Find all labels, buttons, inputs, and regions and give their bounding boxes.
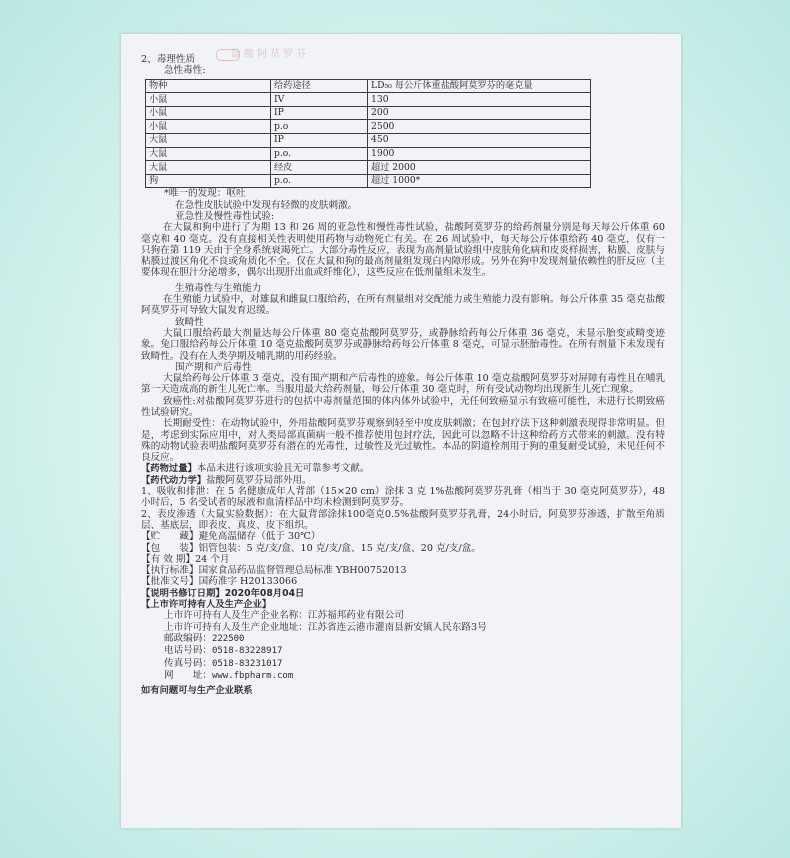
ld50-table (145, 79, 591, 189)
table-row (146, 161, 591, 175)
header-species: 物种 (146, 79, 271, 93)
overdose-label: 【药物过量】 (141, 463, 197, 475)
pk-text: 盐酸阿莫罗芬局部外用。 (206, 474, 312, 486)
pk-penetration: 2、表皮渗透（大鼠实验数据）：在大鼠背部涂抹100毫克0.5%盐酸阿莫罗芬乳膏，24小时后，阿莫罗芬渗透，扩散至角质层、基底层，即表皮、真皮、皮下组织。 (141, 508, 665, 531)
validity-text: 24 个月 (195, 553, 230, 565)
postal-row (141, 633, 665, 645)
standard-row (141, 565, 665, 576)
approval-text: 国药准字 H20133066 (198, 576, 298, 588)
cell-species: 小鼠 (146, 120, 271, 134)
holder-address-label: 上市许可持有人及生产企业地址： (164, 621, 308, 633)
web-address: www.fbpharm.com (211, 670, 294, 681)
table-row (146, 93, 591, 107)
cell-ld50: 超过 1000* (368, 174, 591, 188)
web-row (141, 670, 665, 682)
watermark: 盐酸阿莫罗芬 (231, 49, 309, 60)
cell-species: 小鼠 (146, 106, 271, 120)
document-content (141, 54, 665, 696)
pk-absorption: 1、吸收和排泄：在 5 名健康成年人背部（15×20 cm）涂抹 3 克 1%盐酸阿莫罗芬乳膏（相当于 30 毫克阿莫罗芬），48 小时后，5 名受试者的尿液和血清样品中均未检测到阿莫罗芬。 (141, 486, 665, 509)
holder-address-row (141, 622, 665, 633)
cell-ld50: 130 (368, 93, 591, 107)
mutagen-title: 致癌性: (163, 395, 196, 407)
perinatal-text: 大鼠给药每公斤体重 3 毫克，没有围产期和产后毒性的迹象。每公斤体重 10 毫克盐酸阿莫罗芬对屏障有毒性且在哺乳第一天造成高的新生儿死亡率。当服用最大给药剂量，每公斤体重 30 毫克时，所有受试动物均出现新生儿死亡现象。 (141, 373, 665, 396)
subacute-text: 在大鼠和狗中进行了为期 13 和 26 周的亚急性和慢性毒性试验，盐酸阿莫罗芬的给药剂量分别是每天每公斤体重 60 毫克和 40 毫克。没有直接相关性表明使用药物与动物死亡有关。在 26 周试验中，每天每公斤体重给药 40 毫克，仅有一只狗在第 119 天由于全身系统衰竭死亡。大部分毒性反应，表现为高剂量试验组中皮肤角化病和皮炎样损害，粘膜、皮肤与粘膜过渡区角化不良或角质化不全。仅在大鼠和狗的最高剂量组发现白内障形成。另外在狗中发现剂量依赖性的肝反应（主要体现在胆汁分泌增多，偶尔出现肝出血或纤维化），这些反应在低剂量组未发生。 (141, 222, 665, 279)
standard-text: 国家食品药品监督管理总局标准 YBH00752013 (198, 565, 407, 577)
cell-species: 狗 (146, 174, 271, 188)
approval-row (141, 576, 665, 587)
cell-route: IP (271, 133, 368, 147)
fax-label: 传真号码： (164, 657, 212, 669)
storage-label: 【贮 藏】 (141, 531, 199, 543)
table-row (146, 106, 591, 120)
mutagen-body: 对盐酸阿莫罗芬进行的包括中毒剂量范围的体内体外试验中，无任何致癌显示有致癌可能性，未进行长期致癌性试验研究。 (141, 395, 666, 418)
phone-number: 0518-83228917 (211, 646, 283, 657)
skin-note: 在急性皮肤试验中发现有轻微的皮肤刺激。 (175, 199, 358, 211)
revision-text: 2020年08月04日 (224, 587, 305, 599)
overdose-text: 本品未进行该项实验且无可靠参考文献。 (196, 463, 370, 475)
cell-route: p.o. (271, 174, 368, 188)
cell-species: 大鼠 (146, 147, 271, 161)
package-row (141, 543, 665, 554)
toxicity-section-title: 2、毒理性质 (141, 54, 196, 65)
package-label: 【包 装】 (141, 542, 199, 554)
fax-number: 0518-83231017 (211, 658, 283, 669)
phone-label: 电话号码： (164, 645, 212, 657)
fax-row (141, 658, 665, 670)
revision-label: 【说明书修订日期】 (141, 587, 225, 599)
pk-row (141, 475, 665, 486)
postal-label: 邮政编码： (164, 632, 212, 644)
holder-name: 江苏福邦药业有限公司 (307, 610, 404, 622)
cell-ld50: 450 (368, 133, 591, 147)
cell-species: 大鼠 (146, 161, 271, 175)
cell-ld50: 200 (368, 106, 591, 120)
validity-row (141, 554, 665, 565)
table-row (146, 120, 591, 134)
cell-ld50: 2500 (368, 120, 591, 134)
holder-name-label: 上市许可持有人及生产企业名称： (164, 610, 308, 622)
storage-row (141, 531, 665, 542)
table-row (146, 147, 591, 161)
table-header-row (146, 79, 591, 93)
terato-title: 致畸性 (175, 316, 204, 328)
holder-name-row (141, 610, 665, 621)
cell-route: p.o (271, 120, 368, 134)
subacute-title: 亚急性及慢性毒性试验: (175, 210, 275, 222)
revision-row (141, 588, 665, 599)
header-ld50: LD₅₀ 每公斤体重盐酸阿莫罗芬的毫克量 (368, 79, 591, 93)
approval-label: 【批准文号】 (141, 576, 199, 588)
standard-label: 【执行标准】 (141, 565, 199, 577)
table-footnote: *唯一的发现：呕吐 (164, 188, 246, 200)
web-label: 网 址： (164, 669, 212, 681)
validity-label: 【有 效 期】 (141, 553, 196, 565)
cell-route: 经皮 (271, 161, 368, 175)
holder-address: 江苏省连云港市灌南县新安镇人民东路3号 (307, 621, 487, 633)
header-route: 给药途径 (271, 79, 368, 93)
table-row (146, 174, 591, 188)
holder-label: 【上市许可持有人及生产企业】 (141, 599, 272, 611)
overdose-row (141, 463, 665, 474)
terato-text: 大鼠口服给药最大剂量达每公斤体重 80 毫克盐酸阿莫罗芬，或静脉给药每公斤体重 36 毫克，未显示胎变或畸变迹象。兔口服给药每公斤体重 10 毫克盐酸阿莫罗芬或静脉给药每公斤体重 8 毫克，可显示胚胎毒性。在所有剂量下未发现有致畸性。没有在人类孕期及哺乳期的用药经验。 (141, 327, 665, 362)
cell-route: IV (271, 93, 368, 107)
cell-route: p.o. (271, 147, 368, 161)
cell-route: IP (271, 106, 368, 120)
phone-row (141, 645, 665, 657)
storage-text: 避免高温储存（低于 30℃） (198, 531, 321, 543)
table-row (146, 133, 591, 147)
acute-toxicity-title: 急性毒性: (164, 65, 206, 77)
repro-text: 在生殖能力试验中，对雄鼠和雌鼠口服给药，在所有剂量组对交配能力或生殖能力没有影响。每公斤体重 35 毫克盐酸阿莫罗芬可导致大鼠发育迟缓。 (141, 294, 665, 317)
postal-code: 222500 (211, 633, 245, 644)
perinatal-title: 围产期和产后毒性 (175, 361, 252, 373)
cell-ld50: 超过 2000 (368, 161, 591, 175)
cell-species: 大鼠 (146, 133, 271, 147)
tolerance-text: 长期耐受性：在动物试验中，外用盐酸阿莫罗芬观察到轻至中度皮肤刺激；在包封疗法下这种刺激表现得非常明显。但是，考虑到实际应用中，对人类局部真菌病一般不推荐使用包封疗法，因此可以忽略不计这种给药方式带来的刺激。没有特殊的动物试验表明盐酸阿莫罗芬有潜在的光毒性，过敏性及光过敏性。本品的阴道栓剂用于狗的重复耐受试验，未见任何不良反应。 (141, 418, 665, 464)
repro-title: 生殖毒性与生殖能力 (175, 282, 262, 294)
mutagen-text (141, 396, 665, 419)
contact-note: 如有问题可与生产企业联系 (141, 685, 253, 697)
cell-ld50: 1900 (368, 147, 591, 161)
pk-label: 【药代动力学】 (141, 474, 207, 486)
cell-species: 小鼠 (146, 93, 271, 107)
package-text: 铝管包装：5 克/支/盒、10 克/支/盒、15 克/支/盒、20 克/支/盒。 (198, 542, 481, 554)
insert-sheet (121, 34, 681, 828)
